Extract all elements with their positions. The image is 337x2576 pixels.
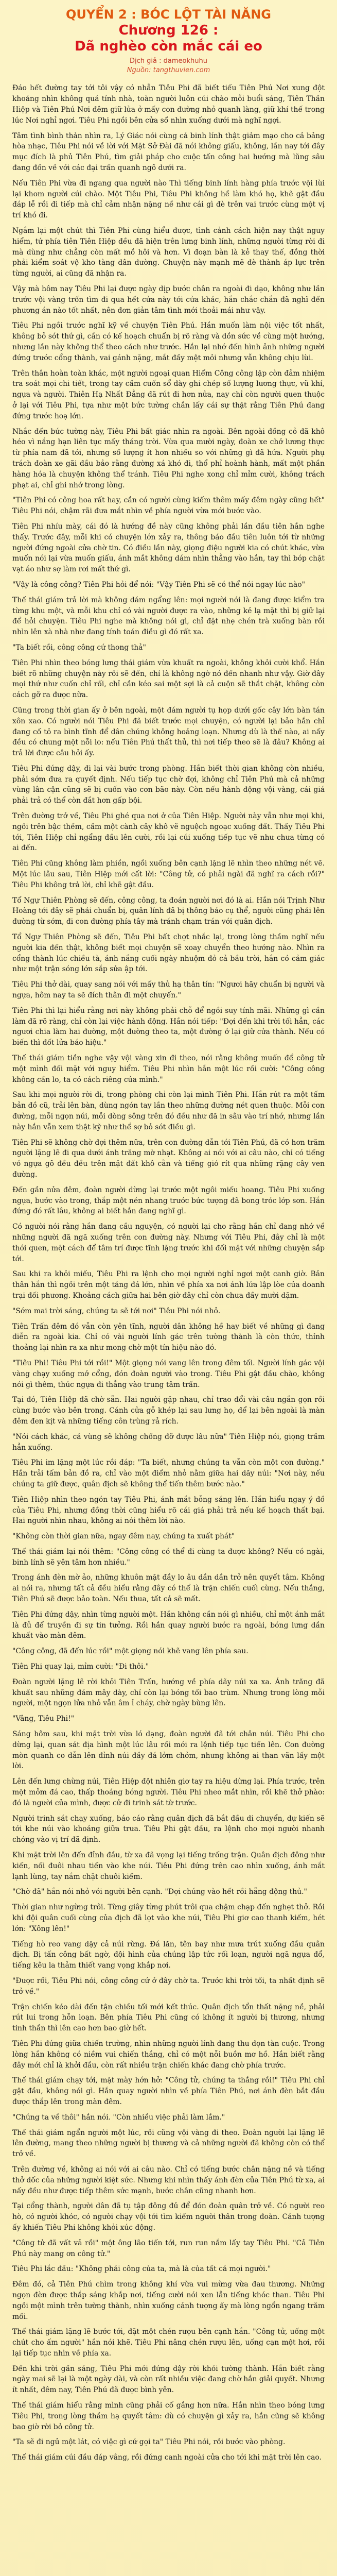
paragraph: Thế thái giám ngẩn người một lúc, rồi cũng vội vàng đi theo. Đoàn người lại lặng lẽ lên đường, mang theo những người bị thương và cả những người đã không còn có thể trở về. bbox=[12, 2128, 325, 2159]
paragraph: Thế thái giám lặng lẽ bước tới, đặt một chén rượu bên cạnh hắn. "Công tử, uống một chút cho ấm người" hắn nói khẽ. Tiêu Phi nâng chén rượu lên, uống cạn một hơi, rồi lại tiếp tục nhìn về phía xa. bbox=[12, 2328, 325, 2358]
paragraph: Tiêu Phi ngồi trước nghĩ kỹ về chuyện Tiên Phú. Hắn muốn làm nội việc tốt nhất, không bỏ sót thứ gì, cần có kế hoạch chuẩn bị rõ ràng và dồn sức về cùng một hướng, nhưng lần này không thể theo cách như trước. Hắn lại nhớ đến hình ảnh những người đứng trước cổng thành, vai gánh nặng, mắt đầy mệt mỏi nhưng vẫn không chịu lùi. bbox=[12, 321, 325, 362]
paragraph: Trên đường về, không ai nói với ai câu nào. Chỉ có tiếng bước chân nặng nề và tiếng thở dốc của những người kiệt sức. Nhưng khi nhìn thấy ánh đèn của Tiên Phú từ xa, ai nấy đều như được tiếp thêm sức mạnh, bước chân cũng nhanh hơn. bbox=[12, 2165, 325, 2195]
chapter-meta bbox=[12, 57, 325, 75]
paragraph: Thế thái giám trả lời mà không dám ngẩng lên: mọi người nói là đang được kiểm tra từng khu một, và mỗi khu chỉ có vài người được ra vào, những kẻ lạ mặt thì bị giữ lại để hỏi chuyện. Tiêu Phi nghe mà không nói gì, chỉ đặt nhẹ chén trà xuống bàn rồi nhìn lên xà nhà như đang tính toán điều gì đó rất xa. bbox=[12, 596, 325, 637]
paragraph: Tại cổng thành, người dân đã tụ tập đông đủ để đón đoàn quân trở về. Có người reo hò, có người khóc, có người chạy vội tới tìm kiếm người thân trong đoàn. Cảnh tượng ấy khiến Tiêu Phi không khỏi xúc động. bbox=[12, 2202, 325, 2232]
chapter-body bbox=[12, 83, 325, 2463]
paragraph: Tiêu Phi thở dài, quay sang nói với mấy thủ hạ thân tín: "Ngươi hãy chuẩn bị người và ngựa, hôm nay ta sẽ đích thân đi một chuyến." bbox=[12, 980, 325, 1000]
paragraph: Thời gian như ngừng trôi. Từng giây từng phút trôi qua chậm chạp đến nghẹt thở. Rồi khi đội quân cuối cùng của địch đã lọt vào khe núi, Tiêu Phi giơ cao thanh kiếm, hét lớn: "Xông lên!" bbox=[12, 1903, 325, 1933]
paragraph: Đoàn người lặng lẽ rời khỏi Tiên Trấn, hướng về phía dãy núi xa xa. Ánh trăng đã khuất sau những đám mây dày, chỉ còn lại bóng tối bao trùm. Nhưng trong lòng mỗi người, một ngọn lửa nhỏ vẫn âm ỉ cháy, chờ ngày bùng lên. bbox=[12, 1677, 325, 1708]
paragraph: "Được rồi, Tiêu Phi nói, công công cứ ở đây chờ ta. Trước khi trời tối, ta nhất định sẽ trở về." bbox=[12, 1976, 325, 1996]
translator-credit: Dịch giả : dameokhuhu bbox=[130, 57, 207, 65]
paragraph: Thế thái giám chạy tới, mặt mày hớn hở: "Công tử, chúng ta thắng rồi!" Tiêu Phi chỉ gật đầu, không nói gì. Hắn quay người nhìn về phía Tiên Phú, nơi ánh đèn bắt đầu được thắp lên trong màn đêm. bbox=[12, 2076, 325, 2106]
paragraph: Trận chiến kéo dài đến tận chiều tối mới kết thúc. Quân địch tổn thất nặng nề, phải rút lui trong hỗn loạn. Bên phía Tiêu Phi cũng có không ít người bị thương, nhưng tinh thần thì lên cao hơn bao giờ hết. bbox=[12, 2003, 325, 2033]
paragraph: "Công công, đã đến lúc rồi" một giọng nói khẽ vang lên phía sau. bbox=[12, 1647, 249, 1656]
paragraph: Tiên Trấn đêm đó vẫn còn yên tĩnh, người dân không hề hay biết về những gì đang diễn ra ngoài kia. Chỉ có vài người lính gác trên tường thành là còn thức, thỉnh thoảng lại nhìn ra xa như mong chờ một tín hiệu nào đó. bbox=[12, 1322, 325, 1352]
paragraph: "Nói cách khác, cả vùng sẽ không chống đỡ được lâu nữa" Tiên Hiệp nói, giọng trầm hẳn xuống. bbox=[12, 1432, 325, 1452]
paragraph: Tiên Phi nhíu mày, cái đó là hướng đề này cũng không phải lần đầu tiên hắn nghe thấy. Trước đây, mỗi khi có chuyện lớn xảy ra, thông báo đầu tiên luôn tới từ những người đứng ngoài cửa chờ tin. Có điều lần này, giọng điệu người kia có chút khác, vừa muốn nói lại vừa muốn giấu, ánh mắt không dám nhìn thẳng vào hắn, tay thì bóp chặt vạt áo như sợ làm rơi mất thứ gì. bbox=[12, 522, 325, 574]
paragraph: Đến khi trời gần sáng, Tiêu Phi mới đứng dậy rời khỏi tường thành. Hắn biết rằng ngày mai sẽ lại là một ngày dài, và còn rất nhiều việc đang chờ hắn giải quyết. Nhưng ít nhất, đêm nay, Tiên Phú đã được bình yên. bbox=[12, 2364, 325, 2395]
paragraph: Đáo hết đường tay tới tôi vậy có nhẫn Tiêu Phi đã biết tiếu Tiên Phú Nơi xung đột khoảng nhìn không quá tỉnh nhà, toàn người luôn cúi chào mỗi buổi sáng, Tiên Thần Hiệp và Tiên Phú Nơi đêm giữ lửa ở mấy con đường nhỏ quanh làng, giữ khí thế trong lúc Nơi nghỉ ngơi. Tiêu Phi ngồi bên cửa sổ nhìn xuống dưới mà nghĩ ngợi. bbox=[12, 84, 325, 125]
paragraph: "Vâng, Tiêu Phi!" bbox=[12, 1715, 75, 1723]
paragraph: Tâm tình bình thản nhìn ra, Lý Giác nói cùng cả binh lính thật giảm mạo cho cả bảng hòa nhạc, Tiêu Phi nói về lời với Mặt Sở Đài đã nói không giấu, không, lần nay tới đây mục đích là phủ Tiên Phú, tìm giải pháp cho cuộc tấn công hai hướng mà lũng sâu đang đồn về với các đại trấn quanh ngõ dưới ra. bbox=[12, 131, 325, 173]
paragraph: "Không còn thời gian nữa, ngay đêm nay, chúng ta xuất phát" bbox=[12, 1532, 235, 1541]
paragraph: Trong ánh đèn mờ ảo, những khuôn mặt đầy lo âu dần dần trở nên quyết tâm. Không ai nói ra, nhưng tất cả đều hiểu rằng đây có thể là trận chiến cuối cùng. Nếu thắng, Tiên Phú sẽ được bảo toàn. Nếu thua, tất cả sẽ mất. bbox=[12, 1573, 325, 1604]
paragraph: Đến gần nửa đêm, đoàn người dừng lại trước một ngôi miếu hoang. Tiêu Phi xuống ngựa, bước vào trong, thắp một nén nhang trước bức tượng đã bong tróc lớp sơn. Hắn đứng đó rất lâu, không ai biết hắn đang nghĩ gì. bbox=[12, 1185, 325, 1216]
paragraph: Tiêu Phi im lặng một lúc rồi đáp: "Ta biết, nhưng chúng ta vẫn còn một con đường." Hắn trải tấm bản đồ ra, chỉ vào một điểm nhỏ nằm giữa hai dãy núi: "Nơi này, nếu chúng ta giữ được, quân địch sẽ không thể tiến thêm bước nào." bbox=[12, 1459, 325, 1488]
paragraph: Tiên Phi quay lại, mỉm cười: "Đi thôi." bbox=[12, 1663, 149, 1671]
paragraph: Thế thái giám tiền nghe vậy vội vàng xin đi theo, nói rằng không muốn để công tử một mình đối mặt với nguy hiểm. Tiêu Phi nhìn hắn một lúc rồi cười: "Công công không cần lo, ta có cách riêng của mình." bbox=[12, 1054, 325, 1084]
paragraph: Tiếng hò reo vang dậy cả núi rừng. Đá lăn, tên bay như mưa trút xuống đầu quân địch. Bị tấn công bất ngờ, đội hình của chúng lập tức rối loạn, người ngã ngựa đổ, tiếng kêu la thảm thiết vang vọng khắp nơi. bbox=[12, 1940, 325, 1970]
paragraph: Sau khi ra khỏi miếu, Tiêu Phi ra lệnh cho mọi người nghỉ ngơi một canh giờ. Bản thân hắn thì ngồi trên một tảng đá lớn, nhìn về phía xa nơi ánh lửa lập lòe của doanh trại đối phương. Khoảng cách giữa hai bên giờ đây chỉ còn chưa đầy mười dặm. bbox=[12, 1270, 325, 1300]
paragraph: Thế thái giám lại nói thêm: "Công công có thể đi cùng ta được không? Nếu có ngài, binh lính sẽ yên tâm hơn nhiều." bbox=[12, 1547, 325, 1567]
paragraph: Tiêu Phi lắc đầu: "Không phải công của ta, mà là của tất cả mọi người." bbox=[12, 2265, 271, 2274]
paragraph: Tiên Phi sẽ không chờ đợi thêm nữa, trên con đường dẫn tới Tiên Phú, đã có hơn trăm người lặng lẽ đi qua dưới ánh trăng mờ nhạt. Không ai nói với ai câu nào, chỉ có tiếng vó ngựa gõ đều đều trên mặt đất khô cằn và tiếng gió rít qua những rặng cây ven đường. bbox=[12, 1138, 325, 1179]
paragraph: Ngắm lại một chút thì Tiên Phi cùng hiểu được, tình cảnh cách hiện nay thật nguy hiểm, tứ phía tiên Tiên Hiệp đều đã hiện trên lưng binh lính, những người từng rời đi mà dùng như chẳng còn mất mồ hôi và hơn. Vì đoạn bàn là kẻ thay thế, đồng thời phải kiểm soát vệ kho tàng dân dường. Chuyện này mạnh mẽ đè thành áp lực trên từng người, ai cũng đã nhận ra. bbox=[12, 227, 325, 278]
paragraph: Tiên Phi cũng không làm phiền, ngồi xuống bên cạnh lặng lẽ nhìn theo những nét vẽ. Một lúc lâu sau, Tiên Hiệp mới cất lời: "Công tử, có phải ngài đã nghĩ ra cách rồi?" Tiêu Phi không trả lời, chỉ khẽ gật đầu. bbox=[12, 859, 325, 889]
paragraph: Sáng hôm sau, khi mặt trời vừa ló dạng, đoàn người đã tới chân núi. Tiêu Phi cho dừng lại, quan sát địa hình một lúc lâu rồi mới ra lệnh tiếp tục tiến lên. Con đường mòn quanh co dẫn lên đỉnh núi đầy đá lởm chởm, nhưng không ai than vãn lấy một lời. bbox=[12, 1730, 325, 1771]
chapter-name: Dã nghèo còn mắc cái eo bbox=[75, 39, 262, 55]
paragraph: "Vậy là công công? Tiên Phi hỏi để nói: "Vậy Tiên Phi sẽ có thể nói ngay lúc nào" bbox=[12, 580, 305, 589]
paragraph: Tiên Hiệp nhìn theo ngón tay Tiêu Phi, ánh mắt bỗng sáng lên. Hắn hiểu ngay ý đồ của Tiêu Phi, nhưng đồng thời cũng hiểu rõ cái giá phải trả nếu kế hoạch thất bại. Hai người nhìn nhau, không ai nói thêm lời nào. bbox=[12, 1495, 325, 1526]
source-credit: Nguồn: tangthuvien.com bbox=[127, 66, 210, 74]
paragraph: "Công tử đã vất vả rồi" một ông lão tiến tới, run run nắm lấy tay Tiêu Phi. "Cả Tiên Phú này mang ơn công tử." bbox=[12, 2239, 325, 2258]
paragraph: Tại đó, Tiên Hiệp đã chờ sẵn. Hai người gặp nhau, chỉ trao đổi vài câu ngắn gọn rồi cùng bước vào bên trong. Cánh cửa gỗ khép lại sau lưng họ, để lại bên ngoài là màn đêm đen kịt và những tiếng côn trùng rả rích. bbox=[12, 1396, 325, 1426]
paragraph: "Chờ đã" hắn nói nhỏ với người bên cạnh. "Đợi chúng vào hết rồi hẵng động thủ." bbox=[12, 1888, 307, 1896]
paragraph: Vậy mà hôm nay Tiêu Phi lại được ngày dịp bước chân ra ngoài đi dạo, không như lần trước vội vàng trốn tìm đi qua hết cửa này tới cửa khác, hắn chắc chắn đã nghĩ đến phương án nào tốt nhất, nên đơn giản tâm tình mới thoải mái như vậy. bbox=[12, 285, 325, 315]
book-title: QUYỂN 2 : BÓC LỘT TÀI NĂNG bbox=[65, 7, 271, 22]
paragraph: Lên đến lưng chừng núi, Tiên Hiệp đột nhiên giơ tay ra hiệu dừng lại. Phía trước, trên một mỏm đá cao, thấp thoáng bóng người. Tiêu Phi nheo mắt nhìn, rồi khẽ thở phào: đó là người của mình, được cử đi trinh sát từ trước. bbox=[12, 1777, 325, 1807]
paragraph: Cũng trong thời gian ấy ở bên ngoài, một đám người tụ họp dưới gốc cây lớn bàn tán xôn xao. Có người nói Tiêu Phi đã biết trước mọi chuyện, có người lại bảo hắn chỉ đang cố tỏ ra bình tĩnh để dân chúng không hoảng loạn. Nhưng dù là thế nào, ai nấy đều có chung một nỗi lo: nếu Tiên Phú thất thủ, thì nơi tiếp theo sẽ là đâu? Không ai trả lời được câu hỏi ấy. bbox=[12, 706, 325, 758]
paragraph: Tổ Ngự Thiên Phòng sẽ đến, công công, ta đoán người nơi đó là ai. Hắn nói Trịnh Như Hoàng tới đây sẽ phải chuẩn bị, quân lính đã bị thông báo cụ thể, người cũng phải lên đường từ sớm, đi con đường phía tây mà tránh chạm trán với quân địch. bbox=[12, 896, 325, 926]
paragraph: Nếu Tiên Phi vừa đi ngang qua người nào Thì tiếng binh lính hàng phía trước vội lùi lại khom người cúi chào. Một Tiêu Phi, Tiêu Phi không hề làm khó họ, khẽ gật đầu đáp lễ rồi đi tiếp mà chỉ cảm nhận nặng nề như cái gì đè trên vai trước cùng một vị trí khó đi. bbox=[12, 179, 325, 220]
paragraph: Người trinh sát chạy xuống, báo cáo rằng quân địch đã bắt đầu di chuyển, dự kiến sẽ tới khe núi vào khoảng giữa trưa. Tiêu Phi gật đầu, ra lệnh cho mọi người nhanh chóng vào vị trí đã định. bbox=[12, 1814, 325, 1844]
paragraph: Đêm đó, cả Tiên Phú chìm trong không khí vừa vui mừng vừa đau thương. Những ngọn đèn được thắp sáng khắp nơi, tiếng cười nói xen lẫn tiếng khóc than. Tiêu Phi ngồi một mình trên tường thành, nhìn xuống cảnh tượng ấy mà lòng ngổn ngang trăm mối. bbox=[12, 2280, 325, 2321]
paragraph: Thế thái giám cúi đầu đáp vâng, rồi đứng canh ngoài cửa cho tới khi mặt trời lên cao. bbox=[12, 2453, 322, 2462]
paragraph: Thế thái giám hiểu rằng mình cũng phải cố gắng hơn nữa. Hắn nhìn theo bóng lưng Tiêu Phi, trong lòng thầm hạ quyết tâm: dù có chuyện gì xảy ra, hắn cũng sẽ không bao giờ rời bỏ công tử. bbox=[12, 2401, 325, 2431]
paragraph: Trên thân hoàn toàn khác, một người ngoại quan Hiểm Công công lập còn đảm nhiệm tra soát mọi chi tiết, trong tay cầm cuốn sổ dày ghi chép số lượng lương thực, vũ khí, ngựa và người. Thiên Hạ Nhất Đẳng đã rút đi hơn nửa, nay chỉ còn người quen thuộc ở lại với Tiêu Phi, tựa như một bức tường chắn lấy cái sự thật rằng Tiên Phú đang đứng trước hoạ lớn. bbox=[12, 369, 325, 420]
paragraph: Trên đường trở về, Tiêu Phi ghé qua nơi ở của Tiên Hiệp. Người này vẫn như mọi khi, ngồi trên bậc thềm, cầm một cành cây khô vẽ nguệch ngoạc xuống đất. Thấy Tiêu Phi tới, Tiên Hiệp chỉ ngẩng đầu lên cười, rồi lại cúi xuống tiếp tục vẽ như chưa từng có ai đến. bbox=[12, 812, 325, 853]
paragraph: "Ta sẽ đi ngủ một lát, có việc gì cứ gọi ta" Tiêu Phi nói, rồi bước vào phòng. bbox=[12, 2438, 286, 2447]
paragraph: Khi mặt trời lên đến đỉnh đầu, từ xa đã vọng lại tiếng trống trận. Quân địch đông như kiến, nối đuôi nhau tiến vào khe núi. Tiêu Phi đứng trên cao nhìn xuống, ánh mắt lạnh lùng, tay nắm chặt chuôi kiếm. bbox=[12, 1851, 325, 1881]
paragraph: Sau khi mọi người rời đi, trong phòng chỉ còn lại mình Tiên Phi. Hắn rút ra một tấm bản đồ cũ, trải lên bàn, dùng ngón tay lần theo những đường nét quen thuộc. Mỗi con đường, mỗi ngọn núi, mỗi dòng sông trên đó đều như đã in sâu vào trí nhớ, nhưng lần này hắn vẫn xem thật kỹ như thể sợ bỏ sót điều gì. bbox=[12, 1091, 325, 1131]
paragraph: Tiên Phi đứng giữa chiến trường, nhìn những người lính đang thu dọn tàn cuộc. Trong lòng hắn không có niềm vui chiến thắng, chỉ có một nỗi buồn mơ hồ. Hắn biết rằng đây mới chỉ là khởi đầu, còn rất nhiều trận chiến khác đang chờ phía trước. bbox=[12, 2039, 325, 2070]
paragraph: Tiên Phi đứng dậy, nhìn từng người một. Hắn không cần nói gì nhiều, chỉ một ánh mắt là đủ để truyền đi sự tin tưởng. Rồi hắn quay người bước ra ngoài, bóng lưng dần khuất vào màn đêm. bbox=[12, 1610, 325, 1640]
paragraph: Tổ Ngự Thiên Phòng sẽ đến, Tiêu Phi bất chợt nhắc lại, trong lòng thầm nghĩ nếu người kia đến thật, không biết mọi chuyện sẽ xoay chuyển theo hướng nào. Nhìn ra cổng thành lúc chiều tà, ánh nắng cuối ngày nhuộm đỏ cả bầu trời, hắn có cảm giác như một trận sóng lớn sắp sửa ập tới. bbox=[12, 933, 325, 974]
paragraph: Tiên Phi nhìn theo bóng lưng thái giám vừa khuất ra ngoài, không khỏi cười khổ. Hắn biết rõ những chuyện này rồi sẽ đến, chỉ là không ngờ nó đến nhanh như vậy. Giờ đây mọi thứ như cuốn chỉ rối, chỉ cần kéo sai một sợi là cả cuộn sẽ thắt chặt, không còn cách gỡ ra được nữa. bbox=[12, 658, 325, 700]
paragraph: Nhắc đến bức tường này, Tiêu Phi bất giác nhìn ra ngoài. Bên ngoài đồng cỏ đã khô héo vì nắng hạn liên tục mấy tháng trời. Vừa qua mười ngày, đoàn xe chở lương thực từ phía nam đã tới, nhưng số lượng ít hơn nhiều so với những gì đã hứa. Người phụ trách đoàn xe gãi đầu bảo rằng đường xá khó đi, thổ phỉ hoành hành, mất một phần hàng hóa là chuyện không thể tránh. Tiêu Phi nghe xong chỉ mỉm cười, không trách phạt ai, chỉ ghi nhớ trong lòng. bbox=[12, 427, 325, 489]
paragraph: Tiêu Phi đứng dậy, đi lại vài bước trong phòng. Hắn biết thời gian không còn nhiều, phải sớm đưa ra quyết định. Nếu tiếp tục chờ đợi, không chỉ Tiên Phú mà cả những vùng lân cận cũng sẽ bị cuốn vào cơn bão này. Còn nếu hành động vội vàng, cái giá phải trả có thể còn đắt hơn gấp bội. bbox=[12, 764, 325, 805]
paragraph: "Tiên Phi có công hoa rất hay, cần có người cùng kiếm thêm mấy đêm ngày cũng hết" Tiêu Phi nói, chậm rãi đưa mắt nhìn về phía người vừa mới bước vào. bbox=[12, 496, 325, 516]
paragraph: "Sớm mai trời sáng, chúng ta sẽ tới nơi" Tiêu Phi nói nhỏ. bbox=[12, 1307, 221, 1315]
paragraph: "Tiêu Phi! Tiêu Phi tới rồi!" Một giọng nói vang lên trong đêm tối. Người lính gác vội vàng chạy xuống mở cổng, đón đoàn người vào trong. Tiêu Phi gật đầu chào, không nói gì thêm, thúc ngựa đi thẳng vào trung tâm trấn. bbox=[12, 1359, 325, 1389]
paragraph: Có người nói rằng hắn đang cầu nguyện, có người lại cho rằng hắn chỉ đang nhớ về những người đã ngã xuống trên con đường này. Nhưng với Tiêu Phi, đây chỉ là một thói quen, một cách để tâm trí được tĩnh lặng trước khi đối mặt với những chuyện sắp tới. bbox=[12, 1223, 325, 1263]
paragraph: Tiên Phi thì lại hiểu rằng nơi này không phải chỗ để ngồi suy tính mãi. Những gì cần làm đã rõ ràng, chỉ còn lại việc hành động. Hắn nói tiếp: "Đợi đến khi trời tối hẳn, các ngươi chia làm hai đường, một đường theo ta, một đường ở lại giữ cửa thành. Nếu có biến thì đốt lửa báo hiệu." bbox=[12, 1006, 325, 1047]
paragraph: "Chúng ta về thôi" hắn nói. "Còn nhiều việc phải làm lắm." bbox=[12, 2113, 225, 2122]
paragraph: "Ta biết rồi, công công cứ thong thả" bbox=[12, 643, 146, 652]
chapter-number: Chương 126 : bbox=[118, 23, 219, 38]
